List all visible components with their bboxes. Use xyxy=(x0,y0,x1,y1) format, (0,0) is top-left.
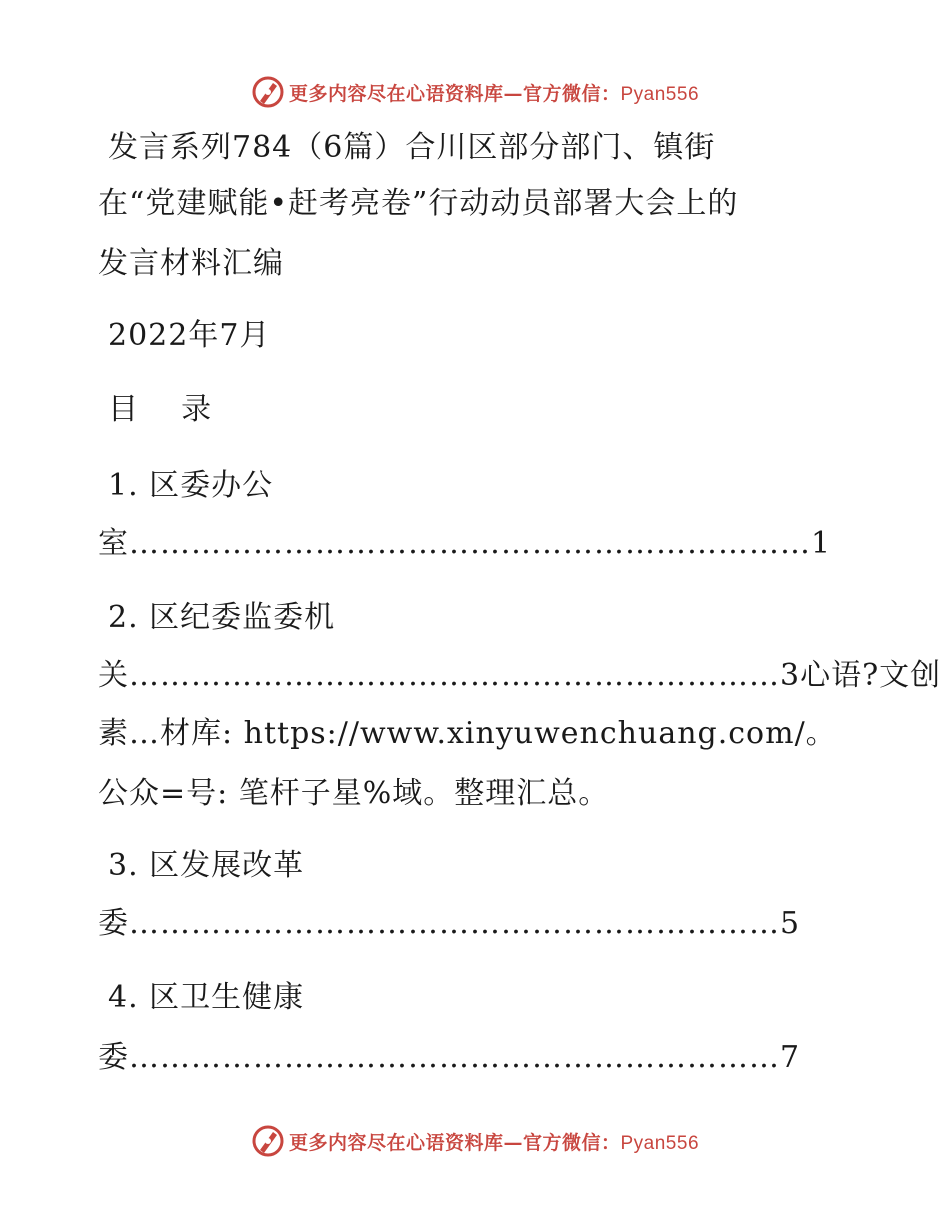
document-date: 2022年7月 xyxy=(108,318,271,353)
toc-item-3-title: 3. 区发展改革 xyxy=(108,848,305,883)
toc-item-3-leader: 委………………………………………………………5 xyxy=(98,906,801,941)
toc-item-2-title: 2. 区纪委监委机 xyxy=(108,600,336,635)
banner-text: 更多内容尽在心语资料库—官方微信：Pyan556 xyxy=(288,82,700,105)
toc-item-4-title: 4. 区卫生健康 xyxy=(108,980,305,1015)
pen-logo-icon xyxy=(251,1124,285,1158)
toc-item-4-leader: 委………………………………………………………7 xyxy=(98,1040,801,1075)
toc-item-2-leader: 关………………………………………………………3心语?文创 xyxy=(98,658,942,693)
title-line-3: 发言材料汇编 xyxy=(98,246,284,281)
footer-banner xyxy=(0,1121,950,1161)
watermark-line-1: 素…材库: https://www.xinyuwenchuang.com/。 xyxy=(98,716,837,751)
banner-text: 更多内容尽在心语资料库—官方微信：Pyan556 xyxy=(288,1131,700,1154)
toc-heading: 目 录 xyxy=(108,392,213,427)
toc-item-1-title: 1. 区委办公 xyxy=(108,468,274,503)
header-banner xyxy=(0,72,950,112)
title-line-1: 发言系列784（6篇）合川区部分部门、镇街 xyxy=(108,130,716,165)
pen-logo-icon xyxy=(251,75,285,109)
title-line-2: 在“党建赋能•赶考亮卷”行动动员部署大会上的 xyxy=(98,186,739,221)
toc-item-1-leader: 室…………………………………………………………1 xyxy=(98,526,832,561)
watermark-line-2: 公众=号: 笔杆子星%域。整理汇总。 xyxy=(98,776,610,811)
